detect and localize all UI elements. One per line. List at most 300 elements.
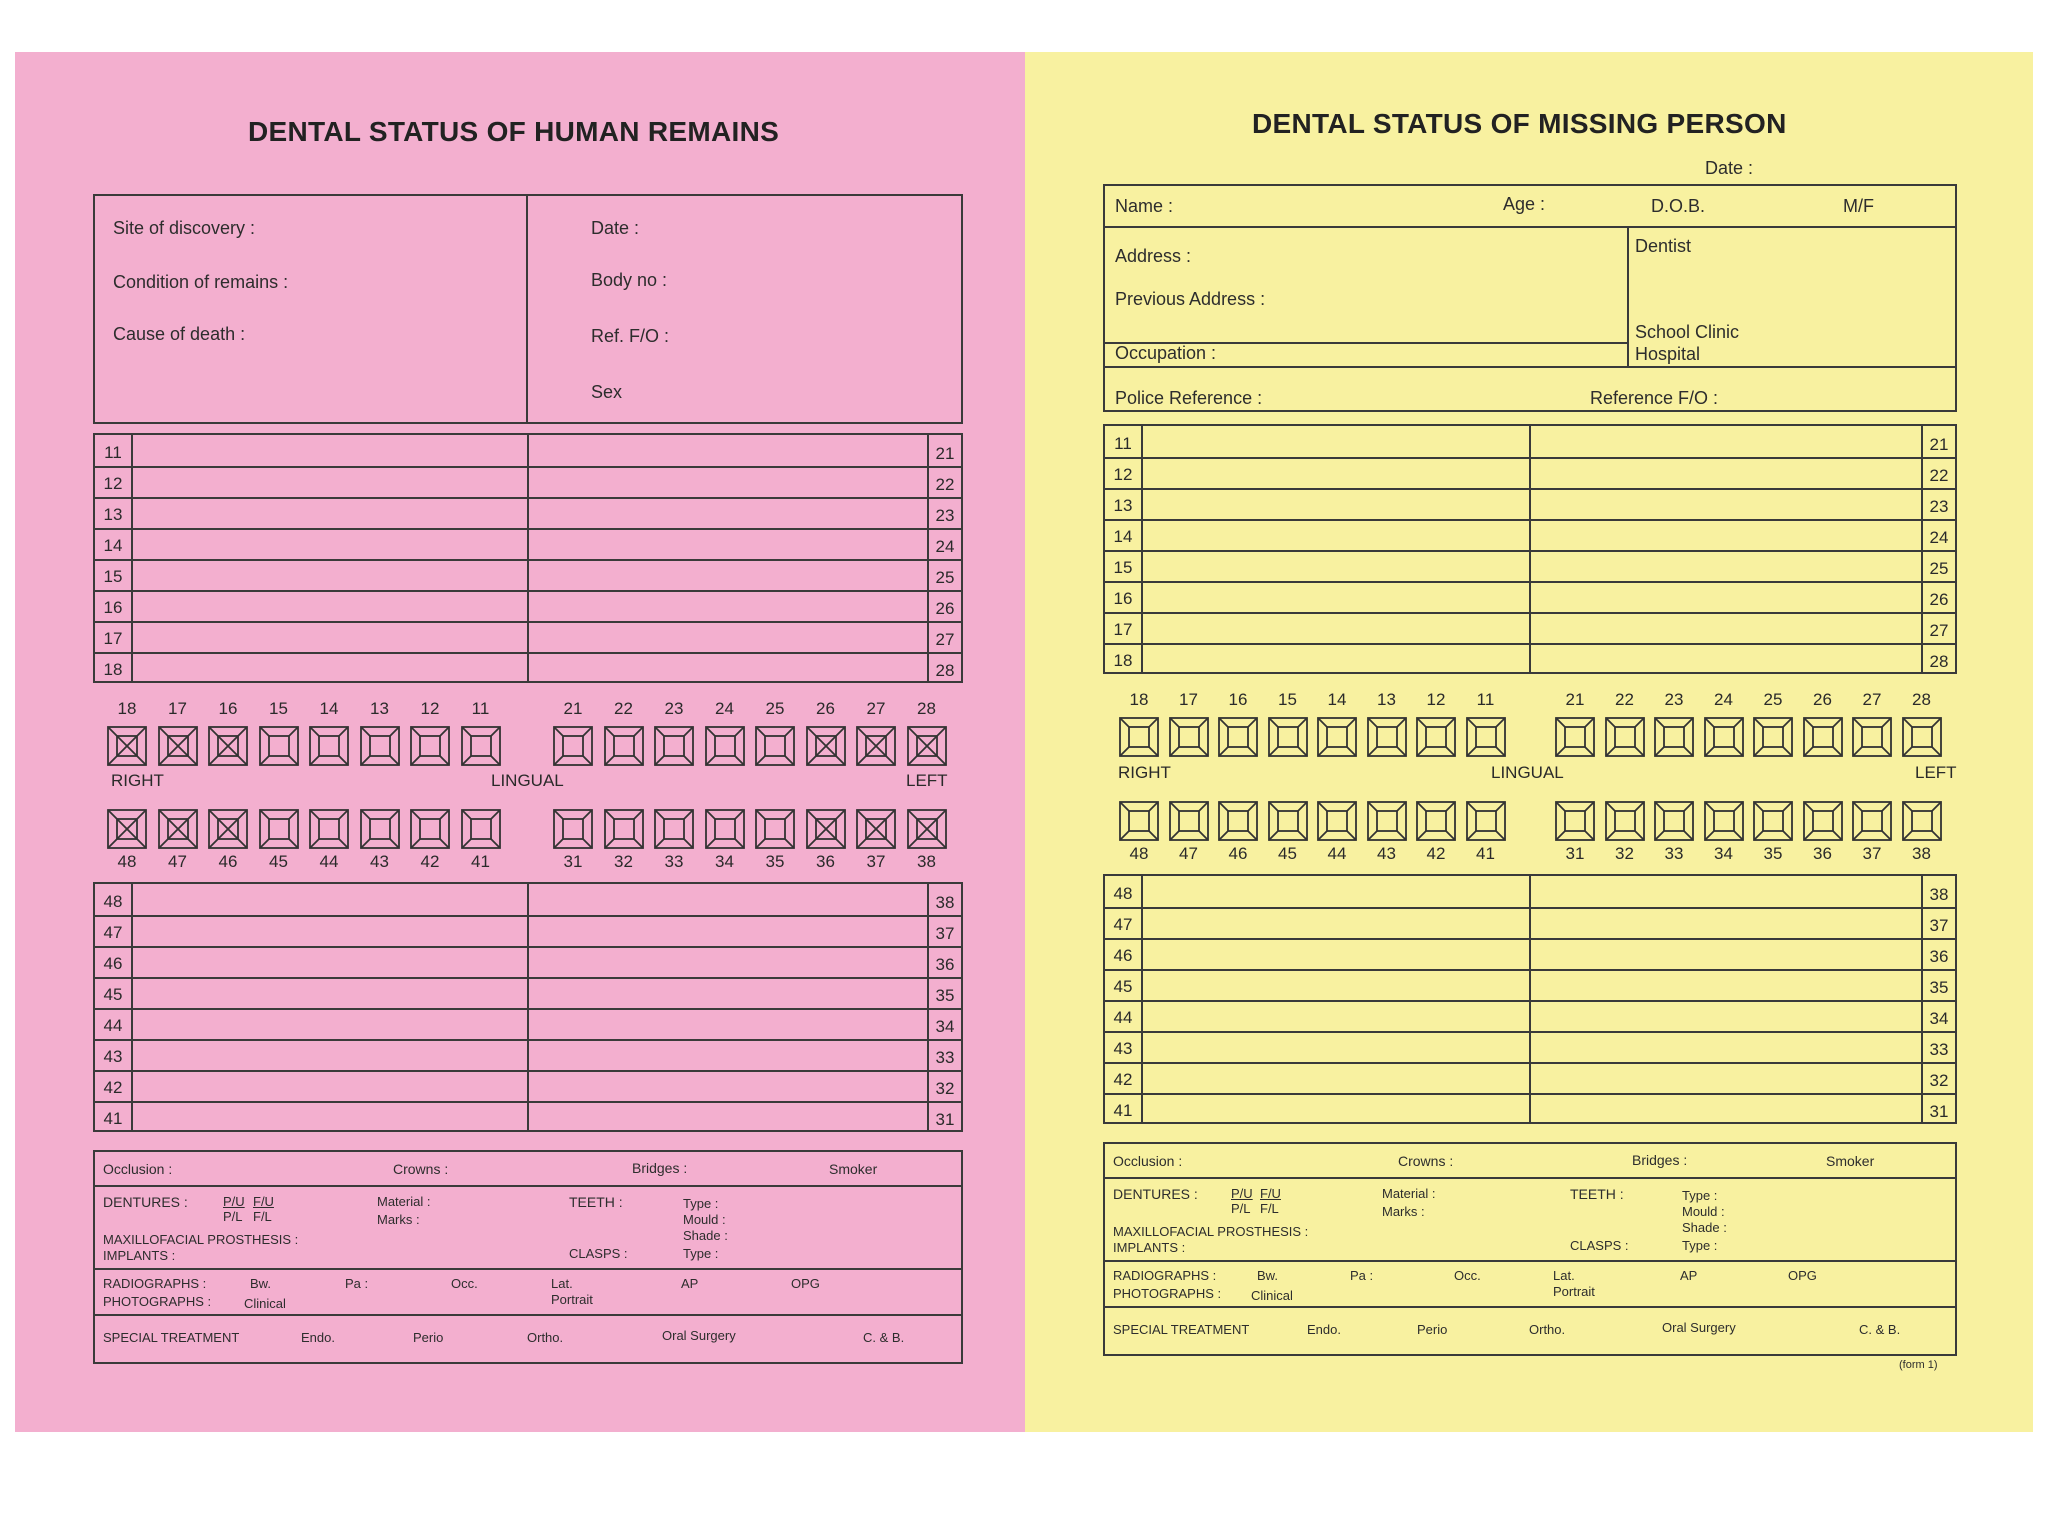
tooth-number: 12 xyxy=(420,699,440,718)
mf-label: M/F xyxy=(1843,196,1874,216)
tooth-number: 23 xyxy=(1664,690,1684,709)
fl-label: F/L xyxy=(253,1209,272,1224)
name-label: Name : xyxy=(1115,196,1174,216)
special-treatment-label: SPECIAL TREATMENT xyxy=(1113,1322,1250,1337)
tooth-number: 48 xyxy=(1129,844,1149,863)
table-rule xyxy=(95,1070,961,1072)
marks-label: Marks : xyxy=(377,1212,420,1227)
tooth-row-number: 35 xyxy=(1921,969,1955,1000)
tooth-number: 38 xyxy=(1912,844,1931,863)
tooth-row-number: 13 xyxy=(1105,488,1143,519)
tooth-row-number: 12 xyxy=(95,466,133,497)
tooth-row-number: 22 xyxy=(927,466,961,497)
date-label: Date : xyxy=(591,218,640,238)
tooth-row-number: 33 xyxy=(1921,1031,1955,1062)
table-rule xyxy=(95,528,961,530)
tooth-icon[interactable] xyxy=(207,725,249,767)
tooth-icon[interactable] xyxy=(157,725,199,767)
tooth-icon[interactable] xyxy=(1168,716,1210,758)
tooth-icon[interactable] xyxy=(308,808,350,850)
tooth-row-number: 22 xyxy=(1921,457,1955,488)
tooth-number: 26 xyxy=(1813,690,1832,709)
tooth-number: 28 xyxy=(1912,690,1931,709)
tooth-number: 23 xyxy=(664,699,684,718)
tooth-icon[interactable] xyxy=(1168,800,1210,842)
tooth-icon[interactable] xyxy=(1217,716,1259,758)
tooth-row-number: 31 xyxy=(1921,1093,1955,1124)
tooth-icon[interactable] xyxy=(603,808,645,850)
table-rule xyxy=(1105,938,1955,940)
tooth-row-number: 14 xyxy=(95,528,133,559)
table-rule xyxy=(1105,581,1955,583)
tooth-number: 45 xyxy=(1278,844,1297,863)
radiographs-label: RADIOGRAPHS : xyxy=(103,1276,207,1291)
tooth-number: 48 xyxy=(117,852,137,871)
tooth-number: 27 xyxy=(1862,690,1882,709)
tooth-number: 44 xyxy=(319,852,339,871)
occ-label: Occ. xyxy=(451,1276,478,1291)
pu-label: P/U xyxy=(223,1194,245,1209)
type-label: Type : xyxy=(683,1196,719,1211)
tooth-row-number: 28 xyxy=(1921,643,1955,674)
material-label: Material : xyxy=(377,1194,431,1209)
missing-footer xyxy=(1103,1142,1957,1356)
tooth-row-number: 41 xyxy=(1105,1093,1143,1124)
tooth-number: 36 xyxy=(1813,844,1832,863)
shade-label: Shade : xyxy=(683,1228,728,1243)
tooth-number: 31 xyxy=(1565,844,1585,863)
tooth-icon[interactable] xyxy=(1267,716,1309,758)
tooth-number: 33 xyxy=(1664,844,1684,863)
photographs-label: PHOTOGRAPHS : xyxy=(1113,1286,1222,1301)
tooth-number: 13 xyxy=(1377,690,1396,709)
table-rule xyxy=(95,1039,961,1041)
site-of-discovery-label: Site of discovery : xyxy=(113,218,256,238)
address-label: Address : xyxy=(1115,246,1192,266)
tooth-number: 17 xyxy=(1179,690,1198,709)
tooth-row-number: 38 xyxy=(1921,876,1955,907)
bw-label: Bw. xyxy=(1257,1268,1278,1283)
tooth-row-number: 36 xyxy=(927,946,961,977)
occupation-label: Occupation : xyxy=(1115,343,1217,363)
tooth-number: 24 xyxy=(715,699,734,718)
teeth-label: TEETH : xyxy=(1570,1186,1624,1202)
tooth-icon[interactable] xyxy=(1118,716,1160,758)
tooth-number: 21 xyxy=(563,699,583,718)
lat-label: Lat. xyxy=(551,1276,573,1291)
table-rule xyxy=(95,977,961,979)
tooth-row-number: 48 xyxy=(95,884,133,915)
smoker-label: Smoker xyxy=(829,1161,878,1177)
tooth-icon[interactable] xyxy=(603,725,645,767)
tooth-row-number: 37 xyxy=(927,915,961,946)
shade-label: Shade : xyxy=(1682,1220,1727,1235)
radiographs-label: RADIOGRAPHS : xyxy=(1113,1268,1217,1283)
tooth-icon[interactable] xyxy=(1267,800,1309,842)
tooth-number: 26 xyxy=(816,699,835,718)
tooth-icon[interactable] xyxy=(805,808,847,850)
tooth-number: 34 xyxy=(1714,844,1733,863)
tooth-number: 38 xyxy=(917,852,936,871)
missing-title: DENTAL STATUS OF MISSING PERSON xyxy=(1252,108,1787,139)
tooth-icon[interactable] xyxy=(106,808,148,850)
table-rule xyxy=(1105,969,1955,971)
perio-label: Perio xyxy=(413,1330,444,1345)
tooth-number: 15 xyxy=(1278,690,1297,709)
left-label: LEFT xyxy=(1915,763,1957,782)
tooth-number: 22 xyxy=(614,699,633,718)
table-rule xyxy=(95,497,961,499)
tooth-number: 25 xyxy=(1763,690,1783,709)
tooth-number: 35 xyxy=(765,852,785,871)
tooth-row-number: 46 xyxy=(95,946,133,977)
tooth-icon[interactable] xyxy=(409,808,451,850)
pa-label: Pa : xyxy=(1350,1268,1374,1283)
material-label: Material : xyxy=(1382,1186,1436,1201)
table-rule xyxy=(1105,1093,1955,1095)
tooth-icon[interactable] xyxy=(106,725,148,767)
clasps-label: CLASPS : xyxy=(569,1246,628,1261)
tooth-icon[interactable] xyxy=(1901,716,1943,758)
tooth-row-number: 11 xyxy=(1105,426,1143,457)
lat-label: Lat. xyxy=(1553,1268,1575,1283)
tooth-number: 43 xyxy=(1377,844,1396,863)
tooth-number: 16 xyxy=(1228,690,1248,709)
oral-surgery-label: Oral Surgery xyxy=(662,1328,736,1343)
cause-of-death-label: Cause of death : xyxy=(113,324,246,344)
tooth-row-number: 47 xyxy=(1105,907,1143,938)
tooth-row-number: 12 xyxy=(1105,457,1143,488)
opg-label: OPG xyxy=(791,1276,820,1291)
ap-label: AP xyxy=(1680,1268,1698,1283)
portrait-label: Portrait xyxy=(1553,1284,1595,1299)
photographs-label: PHOTOGRAPHS : xyxy=(103,1294,212,1309)
tooth-icon[interactable] xyxy=(1415,800,1457,842)
fl-label: F/L xyxy=(1260,1201,1279,1216)
tooth-row-number: 14 xyxy=(1105,519,1143,550)
tooth-icon[interactable] xyxy=(1415,716,1457,758)
table-rule xyxy=(1105,519,1955,521)
tooth-icon[interactable] xyxy=(1118,800,1160,842)
tooth-icon[interactable] xyxy=(460,725,502,767)
right-label: RIGHT xyxy=(111,771,164,790)
lingual-label: LINGUAL xyxy=(491,771,564,790)
tooth-icon[interactable] xyxy=(1802,716,1844,758)
tooth-number: 31 xyxy=(563,852,583,871)
clinical-label: Clinical xyxy=(1251,1288,1293,1303)
tooth-icon[interactable] xyxy=(855,725,897,767)
table-rule xyxy=(1105,907,1955,909)
tooth-row-number: 42 xyxy=(95,1070,133,1101)
tooth-icon[interactable] xyxy=(409,725,451,767)
fu-label: F/U xyxy=(1260,1186,1281,1201)
tooth-icon[interactable] xyxy=(1366,800,1408,842)
cb-label: C. & B. xyxy=(863,1330,905,1345)
tooth-number: 46 xyxy=(218,852,238,871)
ap-label: AP xyxy=(681,1276,699,1291)
pu-label: P/U xyxy=(1231,1186,1253,1201)
tooth-icon[interactable] xyxy=(653,808,695,850)
ref-fo-label: Ref. F/O : xyxy=(591,326,670,346)
tooth-number: 47 xyxy=(1179,844,1198,863)
tooth-row-number: 41 xyxy=(95,1101,133,1132)
tooth-icon[interactable] xyxy=(1653,716,1695,758)
lower-teeth-table xyxy=(1103,874,1957,1124)
police-reference-label: Police Reference : xyxy=(1115,388,1263,408)
tooth-row-number: 33 xyxy=(927,1039,961,1070)
table-rule xyxy=(95,1008,961,1010)
lower-teeth-table xyxy=(93,882,963,1132)
tooth-number: 27 xyxy=(866,699,886,718)
condition-label: Condition of remains : xyxy=(113,272,289,292)
perio-label: Perio xyxy=(1417,1322,1448,1337)
special-treatment-label: SPECIAL TREATMENT xyxy=(103,1330,240,1345)
missing-form xyxy=(1025,52,2033,1432)
tooth-number: 24 xyxy=(1714,690,1733,709)
tooth-number: 25 xyxy=(765,699,785,718)
tooth-number: 15 xyxy=(269,699,288,718)
tooth-icon[interactable] xyxy=(1604,800,1646,842)
tooth-icon[interactable] xyxy=(1901,800,1943,842)
tooth-row-number: 46 xyxy=(1105,938,1143,969)
tooth-row-number: 43 xyxy=(1105,1031,1143,1062)
tooth-icon[interactable] xyxy=(754,808,796,850)
tooth-number: 45 xyxy=(269,852,288,871)
tooth-row-number: 21 xyxy=(927,435,961,466)
tooth-icon[interactable] xyxy=(1554,800,1596,842)
tooth-row-number: 23 xyxy=(1921,488,1955,519)
left-label: LEFT xyxy=(906,771,948,790)
tooth-number: 21 xyxy=(1565,690,1585,709)
clasps-label: CLASPS : xyxy=(1570,1238,1629,1253)
tooth-row-number: 28 xyxy=(927,652,961,683)
tooth-icon[interactable] xyxy=(1703,800,1745,842)
bw-label: Bw. xyxy=(250,1276,271,1291)
tooth-icon[interactable] xyxy=(207,808,249,850)
age-label: Age : xyxy=(1503,194,1546,214)
tooth-icon[interactable] xyxy=(308,725,350,767)
tooth-row-number: 17 xyxy=(95,621,133,652)
occ-label: Occ. xyxy=(1454,1268,1481,1283)
table-rule xyxy=(95,466,961,468)
tooth-icon[interactable] xyxy=(754,725,796,767)
tooth-number: 36 xyxy=(816,852,835,871)
tooth-icon[interactable] xyxy=(1653,800,1695,842)
tooth-row-number: 25 xyxy=(1921,550,1955,581)
tooth-number: 17 xyxy=(168,699,187,718)
tooth-row-number: 24 xyxy=(1921,519,1955,550)
tooth-number: 42 xyxy=(420,852,440,871)
tooth-icon[interactable] xyxy=(359,725,401,767)
type-label-2: Type : xyxy=(683,1246,719,1261)
tooth-icon[interactable] xyxy=(258,725,300,767)
tooth-row-number: 18 xyxy=(1105,643,1143,674)
hospital-label: Hospital xyxy=(1635,344,1701,364)
tooth-icon[interactable] xyxy=(1217,800,1259,842)
tooth-icon[interactable] xyxy=(704,808,746,850)
table-rule xyxy=(95,1101,961,1103)
bridges-label: Bridges : xyxy=(632,1160,688,1176)
tooth-icon[interactable] xyxy=(1465,800,1507,842)
table-rule xyxy=(1105,457,1955,459)
tooth-row-number: 18 xyxy=(95,652,133,683)
tooth-number: 37 xyxy=(866,852,886,871)
table-rule xyxy=(95,559,961,561)
tooth-icon[interactable] xyxy=(258,808,300,850)
pl-label: P/L xyxy=(223,1209,243,1224)
crowns-label: Crowns : xyxy=(393,1161,449,1177)
tooth-row-number: 15 xyxy=(95,559,133,590)
tooth-row-number: 44 xyxy=(1105,1000,1143,1031)
occlusion-label: Occlusion : xyxy=(103,1161,173,1177)
table-rule xyxy=(1105,1031,1955,1033)
tooth-icon[interactable] xyxy=(1851,800,1893,842)
fu-label: F/U xyxy=(253,1194,274,1209)
tooth-row-number: 36 xyxy=(1921,938,1955,969)
tooth-number: 18 xyxy=(117,699,137,718)
pa-label: Pa : xyxy=(345,1276,369,1291)
endo-label: Endo. xyxy=(1307,1322,1341,1337)
tooth-number: 18 xyxy=(1129,690,1149,709)
tooth-row-number: 26 xyxy=(927,590,961,621)
tooth-number: 32 xyxy=(614,852,633,871)
tooth-row-number: 16 xyxy=(95,590,133,621)
tooth-icon[interactable] xyxy=(805,725,847,767)
implants-label: IMPLANTS : xyxy=(103,1248,176,1263)
table-rule xyxy=(1105,1062,1955,1064)
crowns-label: Crowns : xyxy=(1398,1153,1454,1169)
tooth-row-number: 38 xyxy=(927,884,961,915)
sex-label: Sex xyxy=(591,382,623,402)
occlusion-label: Occlusion : xyxy=(1113,1153,1183,1169)
tooth-icon[interactable] xyxy=(906,808,948,850)
remains-form xyxy=(15,52,1025,1432)
upper-teeth-table xyxy=(1103,424,1957,674)
tooth-icon[interactable] xyxy=(359,808,401,850)
tooth-row-number: 45 xyxy=(1105,969,1143,1000)
tooth-icon[interactable] xyxy=(1554,716,1596,758)
tooth-icon[interactable] xyxy=(552,808,594,850)
table-rule xyxy=(95,946,961,948)
remains-title: DENTAL STATUS OF HUMAN REMAINS xyxy=(248,116,780,147)
dentures-label: DENTURES : xyxy=(1113,1186,1198,1202)
tooth-icon[interactable] xyxy=(906,725,948,767)
tooth-icon[interactable] xyxy=(1465,716,1507,758)
tooth-row-number: 35 xyxy=(927,977,961,1008)
teeth-label: TEETH : xyxy=(569,1194,623,1210)
bridges-label: Bridges : xyxy=(1632,1152,1688,1168)
dentist-label: Dentist xyxy=(1635,236,1692,256)
opg-label: OPG xyxy=(1788,1268,1817,1283)
tooth-icon[interactable] xyxy=(704,725,746,767)
tooth-row-number: 44 xyxy=(95,1008,133,1039)
tooth-icon[interactable] xyxy=(552,725,594,767)
tooth-icon[interactable] xyxy=(1366,716,1408,758)
type-label-2: Type : xyxy=(1682,1238,1718,1253)
tooth-icon[interactable] xyxy=(1752,800,1794,842)
tooth-number: 37 xyxy=(1862,844,1882,863)
tooth-icon[interactable] xyxy=(1703,716,1745,758)
form-number: (form 1) xyxy=(1899,1359,1938,1371)
clinical-label: Clinical xyxy=(244,1296,286,1311)
tooth-row-number: 13 xyxy=(95,497,133,528)
previous-address-label: Previous Address : xyxy=(1115,289,1266,309)
maxillofacial-label: MAXILLOFACIAL PROSTHESIS : xyxy=(1113,1224,1309,1239)
missing-date-label: Date : xyxy=(1705,158,1754,178)
tooth-row-number: 26 xyxy=(1921,581,1955,612)
tooth-icon[interactable] xyxy=(157,808,199,850)
tooth-number: 34 xyxy=(715,852,734,871)
tooth-row-number: 34 xyxy=(1921,1000,1955,1031)
school-clinic-label: School Clinic xyxy=(1635,322,1740,342)
tooth-icon[interactable] xyxy=(1604,716,1646,758)
tooth-number: 41 xyxy=(471,852,490,871)
tooth-number: 43 xyxy=(370,852,389,871)
tooth-number: 33 xyxy=(664,852,684,871)
tooth-icon[interactable] xyxy=(1316,716,1358,758)
tooth-row-number: 42 xyxy=(1105,1062,1143,1093)
tooth-icon[interactable] xyxy=(855,808,897,850)
tooth-row-number: 23 xyxy=(927,497,961,528)
ortho-label: Ortho. xyxy=(527,1330,564,1345)
cb-label: C. & B. xyxy=(1859,1322,1901,1337)
tooth-number: 46 xyxy=(1228,844,1248,863)
tooth-icon[interactable] xyxy=(653,725,695,767)
tooth-row-number: 25 xyxy=(927,559,961,590)
tooth-row-number: 31 xyxy=(927,1101,961,1132)
tooth-row-number: 11 xyxy=(95,435,133,466)
tooth-row-number: 32 xyxy=(927,1070,961,1101)
tooth-icon[interactable] xyxy=(1316,800,1358,842)
table-rule xyxy=(95,621,961,623)
tooth-row-number: 16 xyxy=(1105,581,1143,612)
tooth-row-number: 45 xyxy=(95,977,133,1008)
tooth-row-number: 32 xyxy=(1921,1062,1955,1093)
ortho-label: Ortho. xyxy=(1529,1322,1566,1337)
tooth-number: 14 xyxy=(319,699,339,718)
tooth-row-number: 34 xyxy=(927,1008,961,1039)
table-rule xyxy=(1105,643,1955,645)
implants-label: IMPLANTS : xyxy=(1113,1240,1186,1255)
tooth-icon[interactable] xyxy=(1851,716,1893,758)
tooth-row-number: 48 xyxy=(1105,876,1143,907)
tooth-number: 12 xyxy=(1426,690,1446,709)
tooth-row-number: 21 xyxy=(1921,426,1955,457)
marks-label: Marks : xyxy=(1382,1204,1425,1219)
mould-label: Mould : xyxy=(683,1212,726,1227)
reference-fo-label: Reference F/O : xyxy=(1590,388,1719,408)
right-label: RIGHT xyxy=(1118,763,1171,782)
tooth-number: 44 xyxy=(1327,844,1347,863)
tooth-number: 16 xyxy=(218,699,238,718)
tooth-number: 42 xyxy=(1426,844,1446,863)
table-rule xyxy=(1105,550,1955,552)
table-rule xyxy=(95,915,961,917)
tooth-number: 41 xyxy=(1476,844,1495,863)
tooth-icon[interactable] xyxy=(1752,716,1794,758)
oral-surgery-label: Oral Surgery xyxy=(1662,1320,1736,1335)
upper-teeth-table xyxy=(93,433,963,683)
tooth-number: 28 xyxy=(917,699,936,718)
dob-label: D.O.B. xyxy=(1651,196,1706,216)
tooth-icon[interactable] xyxy=(460,808,502,850)
mould-label: Mould : xyxy=(1682,1204,1725,1219)
tooth-number: 22 xyxy=(1615,690,1634,709)
maxillofacial-label: MAXILLOFACIAL PROSTHESIS : xyxy=(103,1232,299,1247)
dentures-label: DENTURES : xyxy=(103,1194,188,1210)
tooth-icon[interactable] xyxy=(1802,800,1844,842)
tooth-number: 32 xyxy=(1615,844,1634,863)
